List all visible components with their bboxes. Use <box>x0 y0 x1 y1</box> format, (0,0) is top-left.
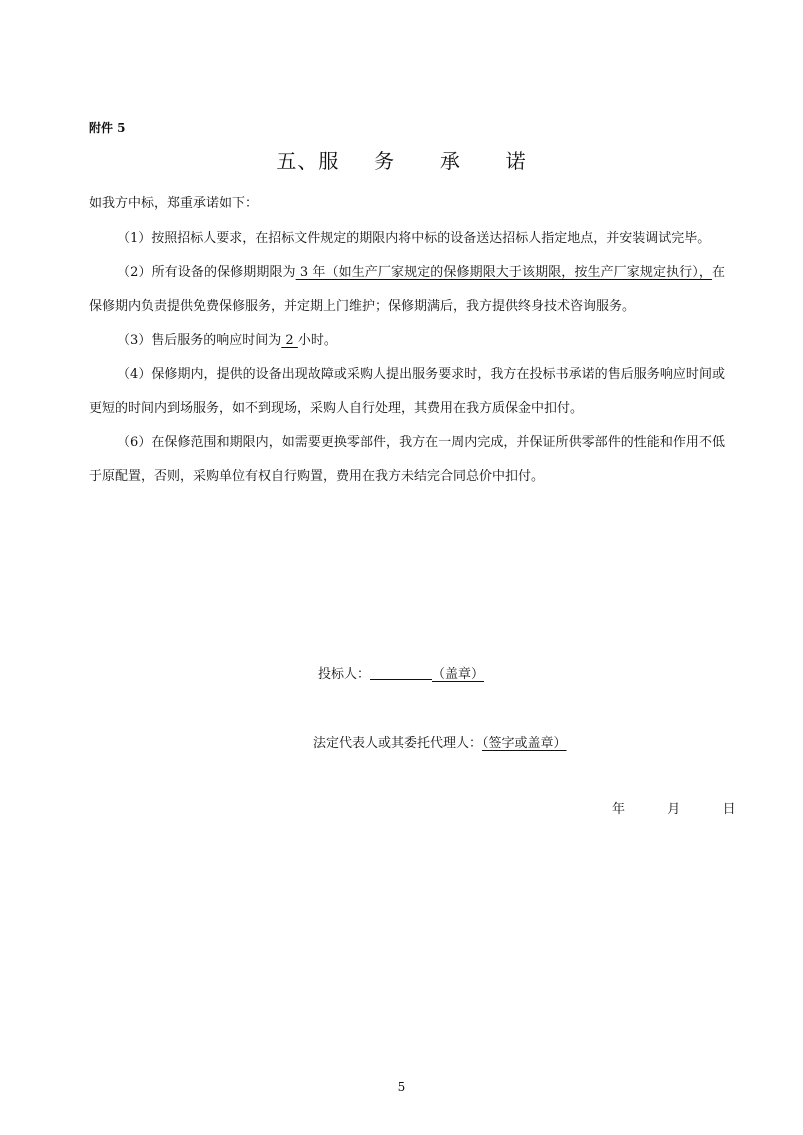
date-line <box>612 798 736 817</box>
commitment-list <box>89 222 725 494</box>
title-part: 诺 <box>505 149 527 173</box>
item3-suffix: 小时。 <box>297 333 337 348</box>
response-time-value: 2 <box>281 333 298 348</box>
warranty-period-value: 3 年（如生产厂家规定的保修期限大于该期限，按生产厂家规定执行）， <box>295 265 712 280</box>
bidder-seal-note: （盖章） <box>432 667 485 682</box>
commitment-item-2 <box>89 256 725 324</box>
title-part: 五、服 <box>276 149 340 173</box>
title-part: 承 <box>439 149 461 173</box>
item2-suffix: 在保修期内负责提供免费保修服务，并定期上门维护；保修期满后，我方提供终身技术咨询服务。 <box>89 265 725 314</box>
date-year: 年 <box>612 802 626 817</box>
commitment-item-6: （6）在保修范围和期限内，如需要更换零部件，我方在一周内完成，并保证所供零部件的性能和作用不低于原配置，否则，采购单位有权自行购置，费用在我方未结完合同总价中扣付。 <box>89 435 725 484</box>
bidder-blank <box>370 666 432 680</box>
item3-prefix: （3）售后服务的响应时间为 <box>117 333 282 348</box>
commitment-item-1: （1）按照招标人要求，在招标文件规定的期限内将中标的设备送达招标人指定地点，并安装调试完毕。 <box>117 231 711 246</box>
rep-label: 法定代表人或其委托代理人： <box>313 736 483 751</box>
representative-signature-line <box>313 732 567 751</box>
page-number: 5 <box>397 1080 406 1094</box>
bidder-signature-line <box>318 663 484 682</box>
bidder-label: 投标人： <box>318 667 371 682</box>
rep-sign-note: （签字或盖章） <box>482 736 567 751</box>
item2-prefix: （2）所有设备的保修期期限为 <box>117 265 296 280</box>
date-month: 月 <box>667 802 681 817</box>
page-title <box>0 145 803 174</box>
commitment-item-4: （4）保修期内，提供的设备出现故障或采购人提出服务要求时，我方在投标书承诺的售后服务响应时间或更短的时间内到场服务，如不到现场，采购人自行处理，其费用在我方质保金中扣付。 <box>89 367 725 416</box>
intro-text: 如我方中标，郑重承诺如下： <box>89 196 259 211</box>
title-part: 务 <box>374 149 396 173</box>
annex-label: 附件 5 <box>89 121 126 135</box>
date-day: 日 <box>722 802 736 817</box>
commitment-item-3 <box>89 324 725 358</box>
